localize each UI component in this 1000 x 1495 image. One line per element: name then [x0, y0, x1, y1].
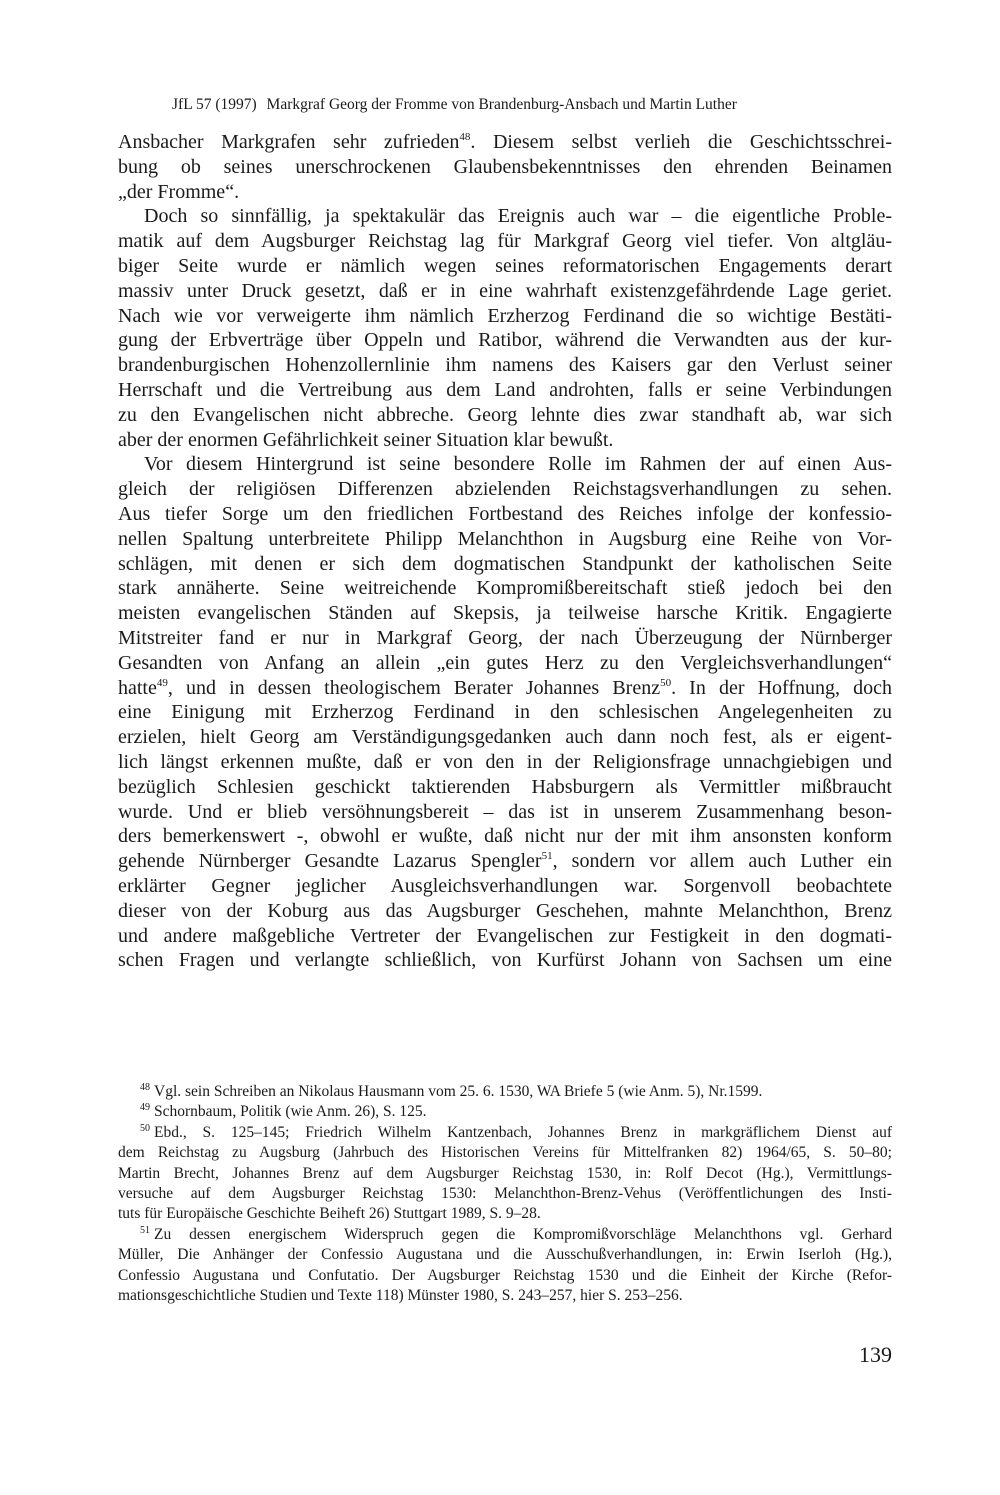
running-head: [172, 95, 892, 115]
text-line: schen Fragen und verlangte schließlich, von Kurfürst Johann von Sachsen um eine: [118, 949, 892, 972]
text-line: aber der enormen Gefährlichkeit seiner Situation klar bewußt.: [118, 428, 614, 451]
text-line: und andere maßgebliche Vertreter der Evangelischen zur Festigkeit in den dogmati-: [118, 924, 892, 947]
page-number: 139: [859, 1342, 892, 1367]
footnotes: [118, 1082, 892, 1306]
text-line: brandenburgischen Hohenzollernlinie ihm namens des Kaisers gar den Verlust seiner: [118, 354, 892, 377]
text-line: nellen Spaltung unterbreitete Philipp Melanchthon in Augsburg eine Reihe von Vor-: [118, 527, 892, 550]
footnote: [118, 1082, 892, 1102]
text-line: zu den Evangelischen nicht abbreche. Georg lehnte dies zwar standhaft ab, war sich: [118, 403, 892, 426]
journal-citation: JfL 57 (1997): [172, 96, 257, 113]
footnote-line: $^{50}$ Ebd., S. 125–145; Friedrich Wilhelm Kantzenbach, Johannes Brenz in markgräflichem Dienst auf: [140, 1122, 892, 1141]
text-line: Ansbacher Markgrafen sehr zufrieden$^{48}$. Diesem selbst verlieh die Geschichtsschrei-: [118, 131, 892, 153]
text-line: gung der Erbverträge über Oppeln und Ratibor, während die Verwandten aus der kur-: [118, 329, 892, 352]
text-line: eine Einigung mit Erzherzog Ferdinand in den schlesischen Angelegenheiten zu: [118, 701, 892, 724]
footnote-line: Martin Brecht, Johannes Brenz auf dem Augsburger Reichstag 1530, in: Rolf Decot (Hg.), Vermittlungs-: [118, 1164, 892, 1182]
footnote: [118, 1123, 892, 1225]
text-line: Aus tiefer Sorge um den friedlichen Fortbestand des Reiches infolge der konfessio-: [118, 502, 892, 525]
footnote: [118, 1225, 892, 1307]
footnote-line: dem Reichstag zu Augsburg (Jahrbuch des Historischen Vereins für Mittelfranken 82) 1964/65, S. 50–80;: [118, 1144, 892, 1162]
footnote-number: 50: [140, 1122, 150, 1134]
footnote-number: 49: [140, 1102, 150, 1114]
footnote: [118, 1102, 892, 1122]
text-line: Nach wie vor verweigerte ihm nämlich Erzherzog Ferdinand die so wichtige Bestäti-: [118, 304, 892, 327]
text-line: wurde. Und er blieb versöhnungsbereit – das ist in unserem Zusammenhang beson-: [118, 800, 892, 823]
footnote-number: 51: [140, 1224, 150, 1236]
text-line: bung ob seines unerschrockenen Glaubensbekenntnisses den ehrenden Beinamen: [118, 155, 892, 178]
text-line: bezüglich Schlesien geschickt taktierenden Habsburgern als Vermittler mißbraucht: [118, 775, 892, 798]
footnote-line: Confessio Augustana und Confutatio. Der Augsburger Reichstag 1530 und die Einheit der Kirche (Refor-: [118, 1266, 892, 1284]
text-line: „der Fromme“.: [118, 180, 240, 203]
text-line: dieser von der Koburg aus das Augsburger Geschehen, mahnte Melanchthon, Brenz: [118, 899, 892, 922]
footnote-line: tuts für Europäische Geschichte Beiheft 26) Stuttgart 1989, S. 9–28.: [118, 1205, 541, 1223]
text-line: biger Seite wurde er nämlich wegen seines reformatorischen Engagements derart: [118, 254, 892, 277]
footnote-ref: 48: [459, 131, 471, 143]
footnote-number: 48: [140, 1082, 150, 1093]
footnote-line: $^{48}$ Vgl. sein Schreiben an Nikolaus Hausmann vom 25. 6. 1530, WA Briefe 5 (wie Anm. 5), Nr.1599.: [140, 1082, 763, 1100]
text-line: gleich der religiösen Differenzen abzielenden Reichstagsverhandlungen zu sehen.: [118, 478, 892, 501]
footnote-ref: 50: [660, 676, 672, 689]
footnote-line: $^{51}$ Zu dessen energischem Widerspruch gegen die Kompromißvorschläge Melanchthons vgl. Gerhard: [140, 1224, 892, 1243]
footnote-ref: 51: [541, 850, 553, 863]
text-line: Mitstreiter fand er nur in Markgraf Georg, der nach Überzeugung der Nürnberger: [118, 626, 892, 649]
footnote-ref: 49: [156, 676, 168, 689]
footnote-line: Müller, Die Anhänger der Confessio Augustana und die Ausschußverhandlungen, in: Erwin Iserloh (Hg.),: [118, 1246, 892, 1264]
footnote-line: versuche auf dem Augsburger Reichstag 1530: Melanchthon-Brenz-Vehus (Veröffentlichungen des Insti-: [118, 1184, 892, 1202]
text-line: meisten evangelischen Ständen auf Skepsis, ja teilweise harsche Kritik. Engagierte: [118, 602, 892, 625]
text-line: Vor diesem Hintergrund ist seine besondere Rolle im Rahmen der auf einen Aus-: [144, 453, 892, 476]
text-line: erklärter Gegner jeglicher Ausgleichsverhandlungen war. Sorgenvoll beobachtete: [118, 874, 892, 897]
text-line: ders bemerkenswert -, obwohl er wußte, daß nicht nur der mit ihm ansonsten konform: [118, 825, 892, 848]
text-line: erzielen, hielt Georg am Verständigungsgedanken auch dann noch fest, als er eigent-: [118, 726, 892, 749]
text-line: hatte$^{49}$, und in dessen theologischem Berater Johannes Brenz$^{50}$. In der Hoffnung, doch: [118, 676, 892, 699]
text-line: gehende Nürnberger Gesandte Lazarus Spengler$^{51}$, sondern vor allem auch Luther ein: [118, 850, 893, 873]
main-text: [118, 130, 892, 973]
text-line: massiv unter Druck gesetzt, daß er in eine wahrhaft existenzgefährdende Lage geriet.: [118, 279, 892, 302]
text-line: Doch so sinnfällig, ja spektakulär das Ereignis auch war – die eigentliche Proble-: [144, 205, 892, 228]
text-line: schlägen, mit denen er sich dem dogmatischen Standpunkt der katholischen Seite: [118, 552, 892, 575]
footnote-line: $^{49}$ Schornbaum, Politik (wie Anm. 26), S. 125.: [140, 1102, 427, 1121]
text-line: Herrschaft und die Vertreibung aus dem Land androhten, falls er seine Verbindungen: [118, 378, 892, 401]
footnote-line: mationsgeschichtliche Studien und Texte 118) Münster 1980, S. 243–257, hier S. 253–256.: [118, 1286, 683, 1304]
text-line: matik auf dem Augsburger Reichstag lag für Markgraf Georg viel tiefer. Von altgläu-: [118, 230, 892, 253]
running-head-title: Markgraf Georg der Fromme von Brandenburg-Ansbach und Martin Luther: [266, 96, 737, 113]
text-line: lich längst erkennen mußte, daß er von den in der Religionsfrage unnachgiebigen und: [118, 750, 892, 773]
text-line: Gesandten von Anfang an allein „ein gutes Herz zu den Vergleichsverhandlungen“: [118, 651, 892, 674]
text-line: stark annäherte. Seine weitreichende Kompromißbereitschaft stieß jedoch bei den: [118, 577, 892, 600]
